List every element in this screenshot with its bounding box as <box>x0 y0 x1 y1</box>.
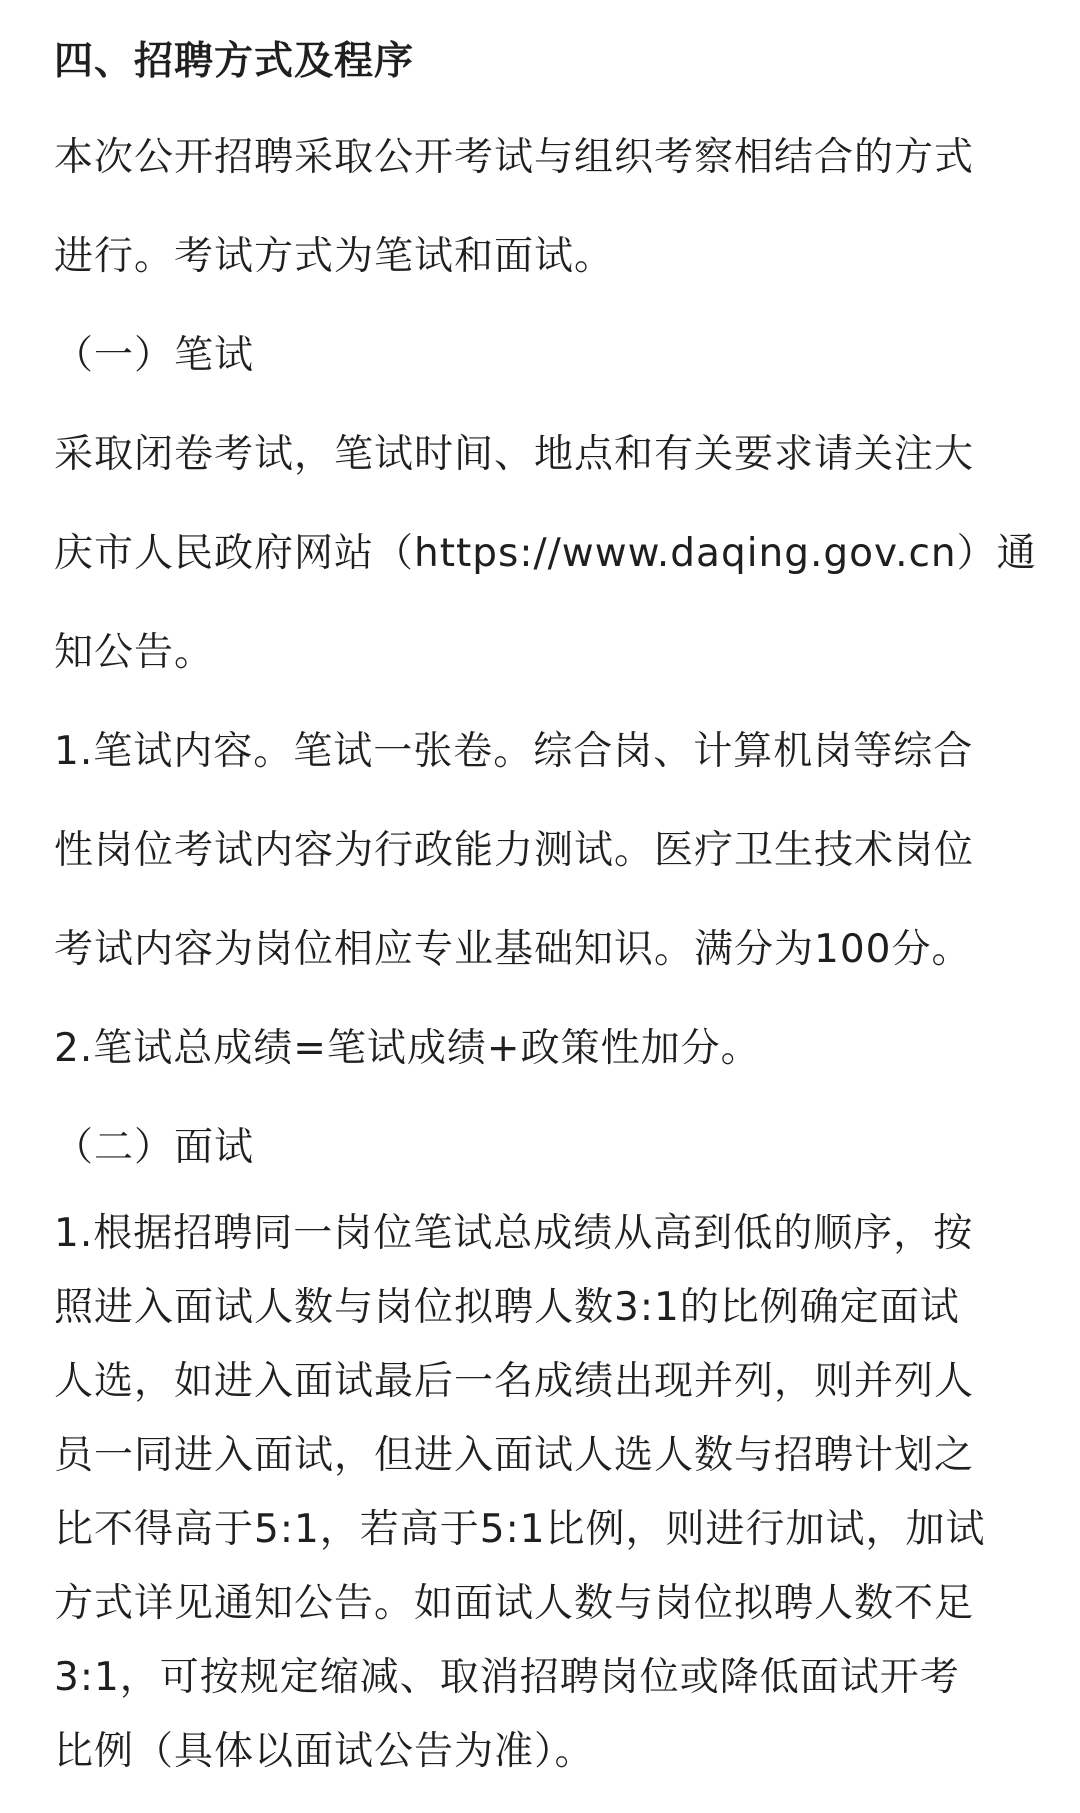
written-exam-line: 采取闭卷考试，笔试时间、地点和有关要求请关注大 <box>54 432 975 477</box>
interview-section <box>54 1098 1026 1789</box>
written-exam-title: （一）笔试 <box>54 333 255 378</box>
written-exam-line: 庆市人民政府网站（https://www.daqing.gov.cn）通 <box>54 531 1037 576</box>
interview-line: 人选，如进入面试最后一名成绩出现并列，则并列人 <box>54 1359 975 1404</box>
interview-line: 1.根据招聘同一岗位笔试总成绩从高到低的顺序，按 <box>54 1211 974 1256</box>
written-exam-line: 性岗位考试内容为行政能力测试。医疗卫生技术岗位 <box>54 828 975 873</box>
intro-paragraph <box>54 108 1026 306</box>
interview-title: （二）面试 <box>54 1125 255 1170</box>
written-exam-line: 考试内容为岗位相应专业基础知识。满分为100分。 <box>54 927 972 972</box>
intro-line: 进行。考试方式为笔试和面试。 <box>54 234 615 279</box>
intro-line: 本次公开招聘采取公开考试与组织考察相结合的方式 <box>54 135 975 180</box>
section-heading: 四、招聘方式及程序 <box>54 39 415 84</box>
interview-line: 比例（具体以面试公告为准）。 <box>54 1729 595 1774</box>
written-exam-section <box>54 306 1037 1098</box>
written-exam-line: 知公告。 <box>54 630 215 675</box>
interview-line: 比不得高于5:1，若高于5:1比例，则进行加试，加试 <box>54 1507 986 1552</box>
interview-line: 方式详见通知公告。如面试人数与岗位拟聘人数不足 <box>54 1581 975 1626</box>
written-exam-line: 2.笔试总成绩=笔试成绩+政策性加分。 <box>54 1026 761 1071</box>
written-exam-line: 1.笔试内容。笔试一张卷。综合岗、计算机岗等综合 <box>54 729 974 774</box>
interview-line: 员一同进入面试，但进入面试人选人数与招聘计划之 <box>54 1433 975 1478</box>
interview-line: 照进入面试人数与岗位拟聘人数3:1的比例确定面试 <box>54 1285 960 1330</box>
interview-line: 3:1，可按规定缩减、取消招聘岗位或降低面试开考 <box>54 1655 960 1700</box>
